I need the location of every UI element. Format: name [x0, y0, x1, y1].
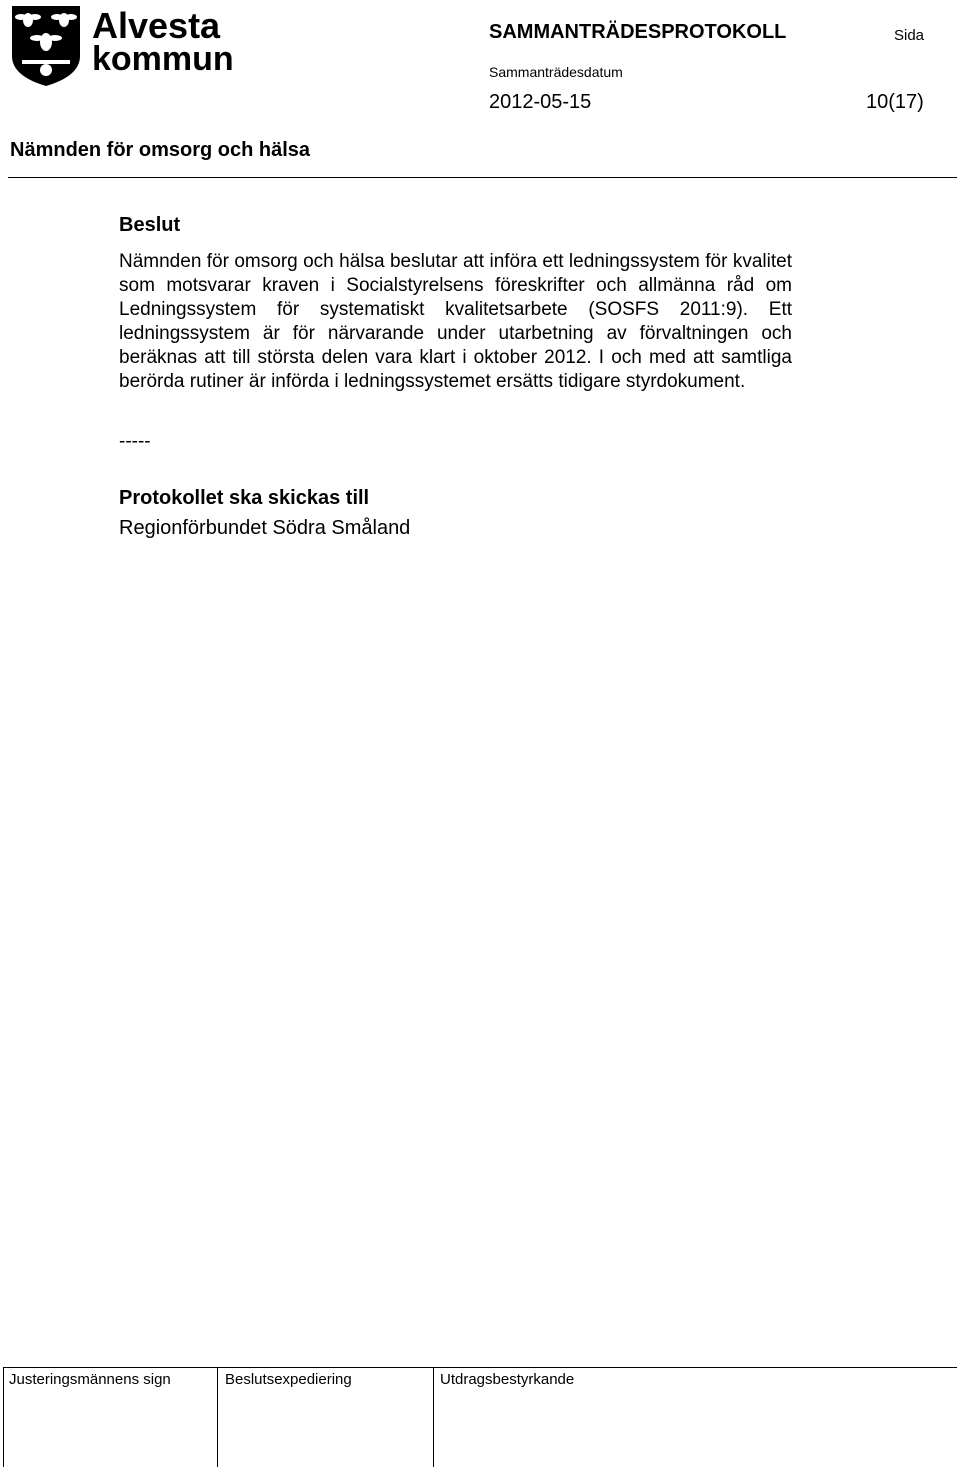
coat-of-arms-icon: [12, 6, 80, 86]
distribution-heading: Protokollet ska skickas till: [119, 487, 370, 509]
footer-divider-left: [3, 1367, 4, 1467]
signature-footer: [3, 1367, 957, 1467]
page-number: 10(17): [866, 91, 924, 113]
footer-certification-label: Utdragsbestyrkande: [440, 1371, 575, 1388]
logo-wordmark-line2: kommun: [92, 40, 234, 78]
footer-divider-1: [217, 1367, 218, 1467]
committee-name: Nämnden för omsorg och hälsa: [10, 139, 311, 161]
meeting-date-label: Sammanträdesdatum: [489, 64, 623, 80]
footer-dispatch-label: Beslutsexpediering: [225, 1371, 352, 1388]
footer-divider-2: [433, 1367, 434, 1467]
decision-text: Nämnden för omsorg och hälsa beslutar att införa ett ledningssystem för kvalitet som motsvarar kraven i Socialstyrelsens föreskrifter och allmänna råd om Ledningssystem för systematiskt kvalitetsarbete (SOSFS 2011:9). Ett ledningssystem är för närvarande under utarbetning av förvaltningen och beräknas att till största delen vara klart i oktober 2012. I och med att samtliga berörda rutiner är införda i ledningssystemet ersätts tidigare styrdokument.: [119, 251, 792, 392]
section-separator: -----: [119, 431, 151, 452]
alvesta-kommun-logo: [10, 4, 240, 88]
page-label: Sida: [894, 27, 925, 44]
logo-wordmark-line1: Alvesta: [92, 5, 221, 46]
footer-signature-label: Justeringsmännens sign: [9, 1371, 171, 1388]
header-divider: [8, 177, 957, 178]
footer-top-rule: [3, 1367, 957, 1368]
distribution-recipient: Regionförbundet Södra Småland: [119, 517, 411, 539]
meeting-date: 2012-05-15: [489, 91, 592, 113]
decision-heading: Beslut: [119, 214, 181, 236]
document-type: SAMMANTRÄDESPROTOKOLL: [489, 21, 787, 43]
